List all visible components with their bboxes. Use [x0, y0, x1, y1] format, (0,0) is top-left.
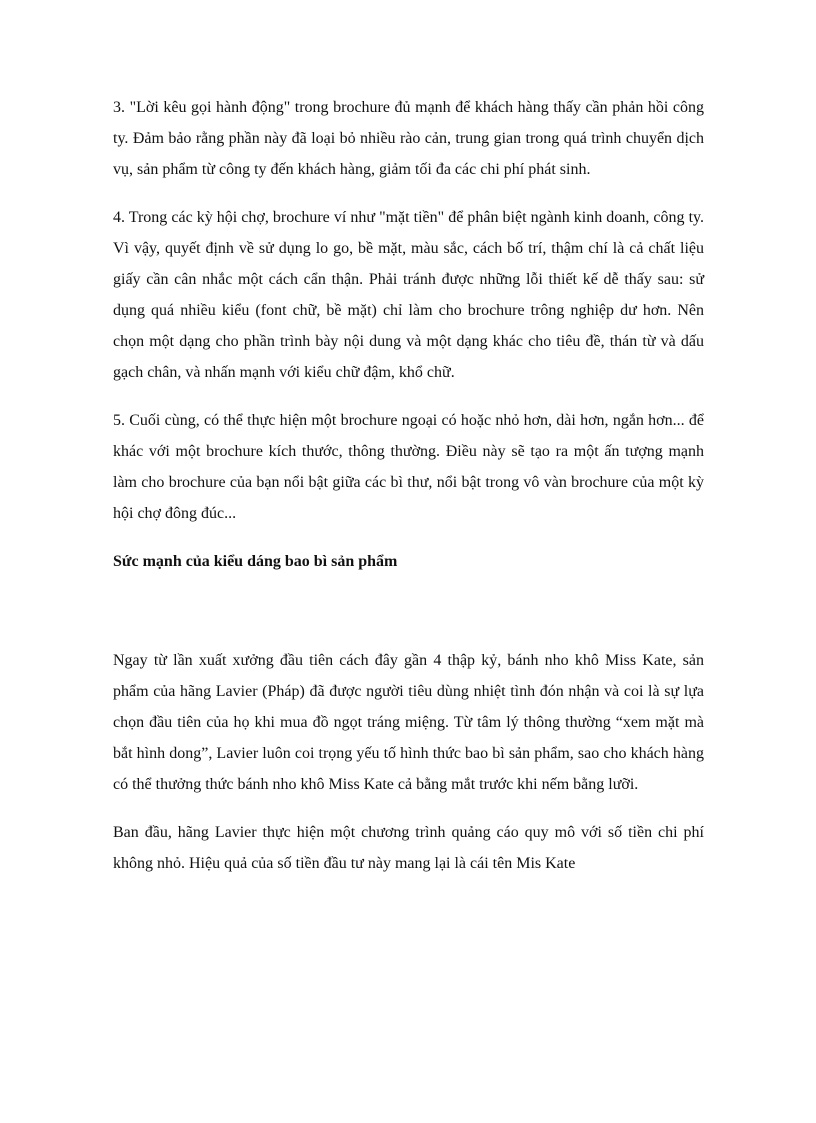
paragraph-4-trade-fair-design: 4. Trong các kỳ hội chợ, brochure ví như "mặt tiền" để phân biệt ngành kinh doanh, công ty. Vì vậy, quyết định về sử dụng lo go, bề mặt, màu sắc, cách bố trí, thậm chí là cả chất liệu giấy cần cân nhắc một cách cẩn thận. Phải tránh được những lỗi thiết kế dễ thấy sau: sử dụng quá nhiều kiểu (font chữ, bề mặt) chỉ làm cho brochure trông nghiệp dư hơn. Nên chọn một dạng cho phần trình bày nội dung và một dạng khác cho tiêu đề, thán từ và dấu gạch chân, và nhấn mạnh với kiểu chữ đậm, khổ chữ.	[113, 209, 704, 381]
paragraph-miss-kate-intro: Ngay từ lần xuất xưởng đầu tiên cách đây gần 4 thập kỷ, bánh nho khô Miss Kate, sản phẩm của hãng Lavier (Pháp) đã được người tiêu dùng nhiệt tình đón nhận và coi là sự lựa chọn đầu tiên của họ khi mua đồ ngọt tráng miệng. Từ tâm lý thông thường “xem mặt mà bắt hình dong”, Lavier luôn coi trọng yếu tố hình thức bao bì sản phẩm, sao cho khách hàng có thể thưởng thức bánh nho khô Miss Kate cả bằng mắt trước khi nếm bằng lưỡi.	[113, 652, 704, 793]
section-heading: Sức mạnh của kiểu dáng bao bì sản phẩm	[113, 553, 398, 570]
document-page	[113, 92, 704, 879]
paragraph-5-brochure-size: 5. Cuối cùng, có thể thực hiện một brochure ngoại có hoặc nhỏ hơn, dài hơn, ngắn hơn... để khác với một brochure kích thước, thông thường. Điều này sẽ tạo ra một ấn tượng mạnh làm cho brochure của bạn nổi bật giữa các bì thư, nổi bật trong vô vàn brochure của một kỳ hội chợ đông đúc...	[113, 412, 704, 522]
paragraph-3-call-to-action: 3. "Lời kêu gọi hành động" trong brochure đủ mạnh để khách hàng thấy cần phản hồi công ty. Đảm bảo rằng phần này đã loại bỏ nhiều rào cản, trung gian trong quá trình chuyển dịch vụ, sản phẩm từ công ty đến khách hàng, giảm tối đa các chi phí phát sinh.	[113, 99, 704, 178]
paragraph-lavier-advertising: Ban đầu, hãng Lavier thực hiện một chương trình quảng cáo quy mô với số tiền chi phí không nhỏ. Hiệu quả của số tiền đầu tư này mang lại là cái tên Mis Kate	[113, 824, 704, 872]
